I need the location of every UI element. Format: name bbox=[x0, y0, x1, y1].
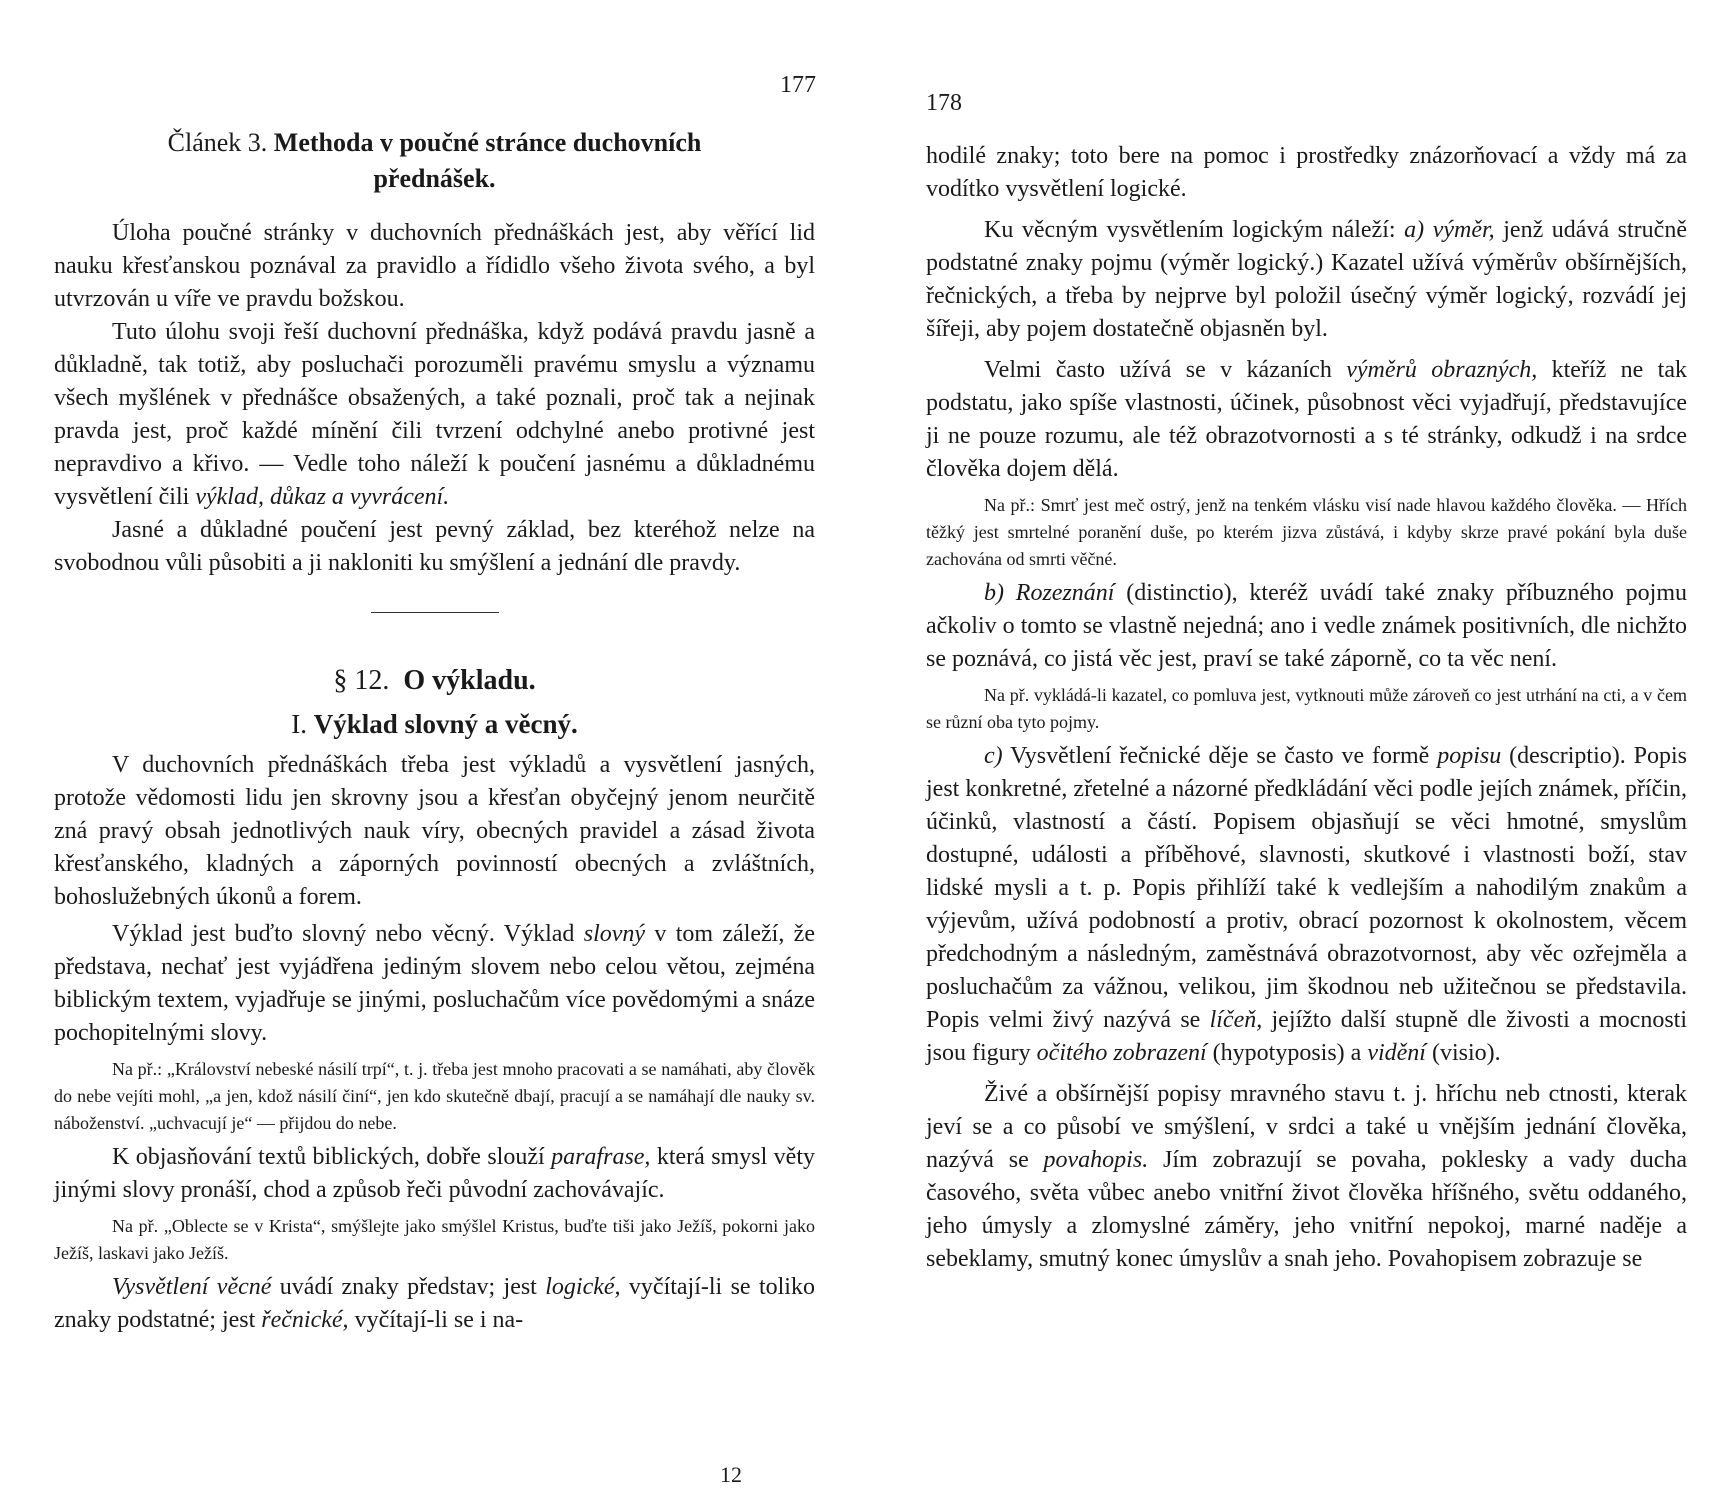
article-title-line-2: přednášek. bbox=[373, 164, 496, 193]
section-label: § 12. bbox=[333, 665, 390, 696]
paragraph: Výklad jest buďto slovný nebo věcný. Výklad slovný v tom záleží, že představa, nechať jest vyjádřena jediným slovem nebo celou větou, zejména biblickým textem, vyjadřuje se jinými, posluchačům více povědomými a snáze pochopitelnými slovy. bbox=[54, 921, 815, 1046]
paragraph: Úloha poučné stránky v duchovních přednáškách jest, aby věřící lid nauku křesťanskou poznával za pravidlo a řídidlo všeho života svého, a byl utvrzován u víře ve pravdu božskou. bbox=[54, 220, 815, 312]
emphasis: očitého zobrazení bbox=[1036, 1040, 1207, 1066]
emphasis: líčeň, bbox=[1209, 1007, 1263, 1033]
article-heading bbox=[54, 125, 815, 197]
emphasis: vidění bbox=[1367, 1040, 1426, 1066]
emphasis: Vysvětlení věcné bbox=[112, 1274, 272, 1300]
subsection-title: Výklad slovný a věcný. bbox=[313, 709, 578, 739]
emphasis: povahopis. bbox=[1043, 1147, 1149, 1173]
signature-mark: 12 bbox=[720, 1462, 742, 1487]
article-label: Článek 3. bbox=[167, 128, 268, 157]
paragraph: K objasňování textů biblických, dobře slouží parafrase, která smysl věty jinými slovy pronáší, chod a způsob řeči původní zachovávajíc. bbox=[54, 1144, 815, 1203]
page-number: 177 bbox=[780, 72, 816, 98]
paragraph: Ku věcným vysvětlením logickým náleží: a) výměr, jenž udává stručně podstatné znaky pojmu (výměr logický.) Kazatel užívá výměrův obšírnějších, řečnických, a třeba by nejprve byl položil úsečný výměr logický, rozvádí jej šířeji, aby pojem dostatečně objasněn byl. bbox=[926, 217, 1687, 342]
right-page bbox=[866, 0, 1732, 1500]
paragraph: Vysvětlení věcné uvádí znaky představ; jest logické, vyčítají-li se toliko znaky podstatné; jest řečnické, vyčítají-li se i na- bbox=[54, 1274, 815, 1333]
example-text: Na př.: „Království nebeské násilí trpí“, t. j. třeba jest mnoho pracovati a se namáhati, aby člověk do nebe vejíti mohl, „a jen, kdož násilí činí“, jen kdo skutečně dbají, pracují a se namáhají dle nauky sv. náboženství. „uchvacují je“ — přijdou do nebe. bbox=[54, 1059, 815, 1133]
subsection-label: I. bbox=[291, 709, 307, 739]
paragraph: Živé a obšírnější popisy mravného stavu t. j. hříchu neb ctnosti, kterak jeví se a co působí ve smýšlení, v srdci a také u vnějším jednání člověka, nazývá se povahopis. Jím zobrazují se povaha, poklesky a vady ducha časového, světa vůbec anebo vnitřní život člověka hříšného, světu oddaného, jeho úmysly a zlomyslné záměry, jeho vnitřní nepokoj, marné naděje a sebeklamy, smutný konec úmyslův a snah jeho. Povahopisem zobrazuje se bbox=[926, 1081, 1688, 1272]
article-title-line-1: Methoda v poučné stránce duchovních bbox=[273, 128, 702, 157]
example-text: Na př. vykládá-li kazatel, co pomluva jest, vytknouti může zároveň co jest utrhání na cti, a v čem se různí oba tyto pojmy. bbox=[926, 685, 1687, 732]
example-text: Na př. „Oblecte se v Krista“, smýšlejte jako smýšlel Kristus, buďte tiši jako Ježíš, pokorni jako Ježíš, laskavi jako Ježíš. bbox=[54, 1216, 815, 1263]
emphasis: a) výměr, bbox=[1404, 217, 1495, 243]
subsection-heading bbox=[54, 705, 815, 743]
emphasis: řečnické, bbox=[261, 1307, 349, 1333]
emphasis: parafrase, bbox=[551, 1144, 651, 1170]
paragraph: c) Vysvětlení řečnické děje se často ve formě popisu (descriptio). Popis jest konkretné, zřetelné a názorné předkládání věci podle jejích známek, příčin, účinků, vlastností a částí. Popisem objasňují se věci hmotné, smyslům dostupné, události a příběhové, slavnosti, skutkové i vlastnosti boží, stav lidské mysli a t. p. Popis přihlíží také k vedlejším a nahodilým znakům a výjevům, užívá podobností a protiv, obrací pozornost k okolnostem, věcem předchodným a následným, zaměstnává obrazotvornost, aby věc ozřejměla a posluchačům za vážnou, velikou, jim škodnou neb užitečnou se představila. Popis velmi živý nazývá se líčeň, jejížto další stupně dle živosti a mocnosti jsou figury očitého zobrazení (hypotyposis) a vidění (visio). bbox=[926, 743, 1688, 1066]
section-title: O výkladu. bbox=[403, 665, 536, 696]
example-text: Na př.: Smrť jest meč ostrý, jenž na tenkém vlásku visí nade hlavou každého člověka. — Hřích těžký jest smrtelné poranění duše, po kterém jizva zůstává, i kdyby skrze pravé pokání byla duše zachována od smrti věčné. bbox=[926, 495, 1687, 569]
section-heading bbox=[54, 661, 815, 701]
emphasis: výklad, důkaz a vyvrácení. bbox=[195, 484, 450, 510]
emphasis: logické, bbox=[545, 1274, 621, 1300]
paragraph: hodilé znaky; toto bere na pomoc i prostředky znázorňovací a vždy má za vodítko vysvětlení logické. bbox=[926, 143, 1687, 202]
page-number: 178 bbox=[926, 90, 962, 116]
emphasis: slovný bbox=[583, 921, 646, 947]
paragraph: b) Rozeznání (distinctio), kteréž uvádí také znaky příbuzného pojmu ačkoliv o tomto se vlastně nejedná; ano i vedle známek positivních, dle nichžto se poznává, co jistá věc jest, praví se také záporně, co ta věc není. bbox=[926, 580, 1687, 672]
paragraph: Velmi často užívá se v kázaních výměrů obrazných, kteříž ne tak podstatu, jako spíše vlastnosti, účinek, působnost věci vyjadřují, představujíce ji ne pouze rozumu, ale též obrazotvornosti a s té stránky, odkudž i na srdce člověka dojem dělá. bbox=[926, 357, 1688, 482]
left-text-column bbox=[54, 125, 815, 1337]
paragraph: Tuto úlohu svoji řeší duchovní přednáška, když podává pravdu jasně a důkladně, tak totiž, aby posluchači porozuměli pravému smyslu a významu všech myšlének v přednášce obsažených, a také poznali, proč tak a nejinak pravda jest, proč každé mínění čili tvrzení odchylné anebo protivné jest nepravdivo a křivo. — Vedle toho náleží k poučení jasnému a důkladnému vysvětlení čili výklad, důkaz a vyvrácení. bbox=[54, 319, 815, 510]
emphasis: popisu bbox=[1437, 743, 1502, 769]
paragraph: V duchovních přednáškách třeba jest výkladů a vysvětlení jasných, protože vědomosti lidu jen skrovny jsou a křesťan obyčejný jenom neurčitě zná pravý obsah jednotlivých nauk víry, obecných pravidel a zásad života křesťanského, kladných a záporných povinností obecných a zvláštních, bohoslužebných úkonů a forem. bbox=[54, 752, 815, 910]
emphasis: c) bbox=[984, 743, 1003, 769]
emphasis: b) Rozeznání bbox=[984, 580, 1115, 606]
emphasis: výměrů obrazných, bbox=[1346, 357, 1538, 383]
paragraph: Jasné a důkladné poučení jest pevný základ, bez kteréhož nelze na svobodnou vůli působiti a ji nakloniti ku smýšlení a jednání dle pravdy. bbox=[54, 517, 815, 576]
section-divider bbox=[371, 612, 499, 613]
right-text-column bbox=[926, 140, 1687, 1276]
